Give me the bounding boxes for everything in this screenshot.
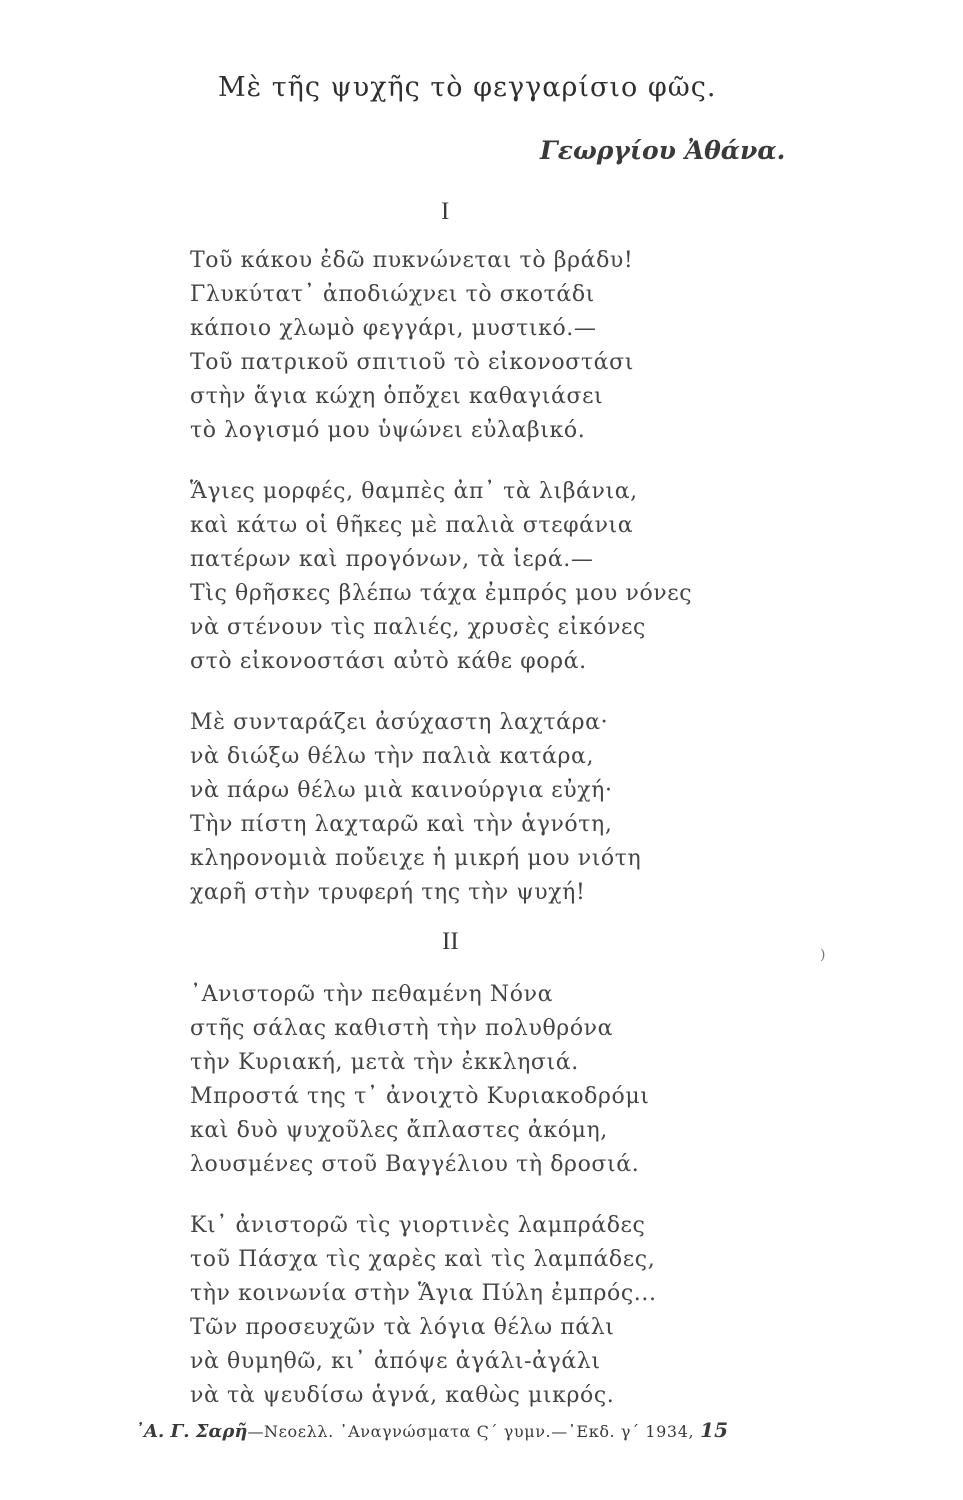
verse-line: Μπροστά της τ᾽ ἀνοιχτὸ Κυριακοδρόμι (190, 1084, 650, 1109)
verse-line: στὴν ἅγια κώχη ὁπὄχει καθαγιάσει (190, 384, 604, 409)
verse-line: λουσμένες στοῦ Βαγγέλιου τὴ δροσιά. (190, 1152, 640, 1177)
verse-line: ᾽Ανιστορῶ τὴν πεθαμένη Νόνα (190, 982, 554, 1007)
footer-source: —Νεοελλ. ᾽Αναγνώσματα Ϛ΄ γυμν.—᾽Εκδ. γ΄ 1934, (247, 1422, 695, 1441)
verse-line: τὴν Κυριακή, μετὰ τὴν ἐκκλησιά. (190, 1050, 579, 1075)
verse-line: νὰ διώξω θέλω τὴν παλιὰ κατάρα, (190, 744, 595, 769)
stanza-2 (190, 475, 692, 679)
page-number: 15 (700, 1418, 729, 1442)
stanza-5 (190, 1209, 657, 1413)
stanza-4 (190, 978, 649, 1182)
verse-line: νὰ στένουν τὶς παλιές, χρυσὲς εἰκόνες (190, 615, 646, 640)
verse-line: κάποιο χλωμὸ φεγγάρι, μυστικό.— (190, 316, 597, 341)
footer-citation: ᾽Α. Γ. Σαρῆ (135, 1421, 248, 1442)
verse-line: στῆς σάλας καθιστὴ τὴν πολυθρόνα (190, 1016, 614, 1041)
stanza-1 (190, 244, 634, 448)
verse-line: καὶ κάτω οἱ θῆκες μὲ παλιὰ στεφάνια (190, 513, 634, 538)
verse-line: νὰ πάρω θέλω μιὰ καινούργια εὐχή· (190, 778, 613, 803)
verse-line: πατέρων καὶ προγόνων, τὰ ἱερά.— (190, 547, 594, 572)
verse-line: Τὶς θρῆσκες βλέπω τάχα ἐμπρός μου νόνες (190, 581, 693, 606)
verse-line: τὸ λογισμό μου ὑψώνει εὐλαβικό. (190, 418, 586, 443)
verse-line: νὰ θυμηθῶ, κι᾽ ἀπόψε ἀγάλι-ἀγάλι (190, 1349, 601, 1374)
verse-line: Τὴν πίστη λαχταρῶ καὶ τὴν ἁγνότη, (190, 812, 613, 837)
verse-line: κληρονομιὰ ποὔειχε ἡ μικρή μου νιότη (190, 846, 642, 871)
stanza-3 (190, 706, 641, 910)
verse-line: τὴν κοινωνία στὴν Ἅγια Πύλη ἐμπρός... (190, 1281, 657, 1306)
verse-line: Τοῦ κάκου ἐδῶ πυκνώνεται τὸ βράδυ! (190, 248, 634, 273)
verse-line: χαρῆ στὴν τρυφερή της τὴν ψυχή! (190, 880, 586, 905)
verse-line: Τῶν προσευχῶν τὰ λόγια θέλω πάλι (190, 1315, 615, 1340)
verse-line: νὰ τὰ ψευδίσω ἁγνά, καθὼς μικρός. (190, 1383, 615, 1408)
verse-line: Ἅγιες μορφές, θαμπὲς ἀπ᾽ τὰ λιβάνια, (190, 479, 638, 504)
poem-title: Μὲ τῆς ψυχῆς τὸ φεγγαρίσιο φῶς. (218, 72, 717, 103)
page-footer (135, 1418, 728, 1442)
margin-mark: ) (820, 947, 826, 963)
verse-line: τοῦ Πάσχα τὶς χαρὲς καὶ τὶς λαμπάδες, (190, 1247, 656, 1272)
verse-line: Κι᾽ ἀνιστορῶ τὶς γιορτινὲς λαμπράδες (190, 1213, 646, 1238)
verse-line: στὸ εἰκονοστάσι αὐτὸ κάθε φορά. (190, 649, 587, 674)
verse-line: καὶ δυὸ ψυχοῦλες ἄπλαστες ἀκόμη, (190, 1118, 608, 1143)
section-numeral-1: I (441, 198, 450, 225)
verse-line: Γλυκύτατ᾽ ἀποδιώχνει τὸ σκοτάδι (190, 282, 595, 307)
verse-line: Μὲ συνταράζει ἀσύχαστη λαχτάρα· (190, 710, 609, 735)
section-numeral-2: II (442, 928, 459, 955)
verse-line: Τοῦ πατρικοῦ σπιτιοῦ τὸ εἰκονοστάσι (190, 350, 634, 375)
poem-author: Γεωργίου Ἀθάνα. (540, 136, 786, 165)
